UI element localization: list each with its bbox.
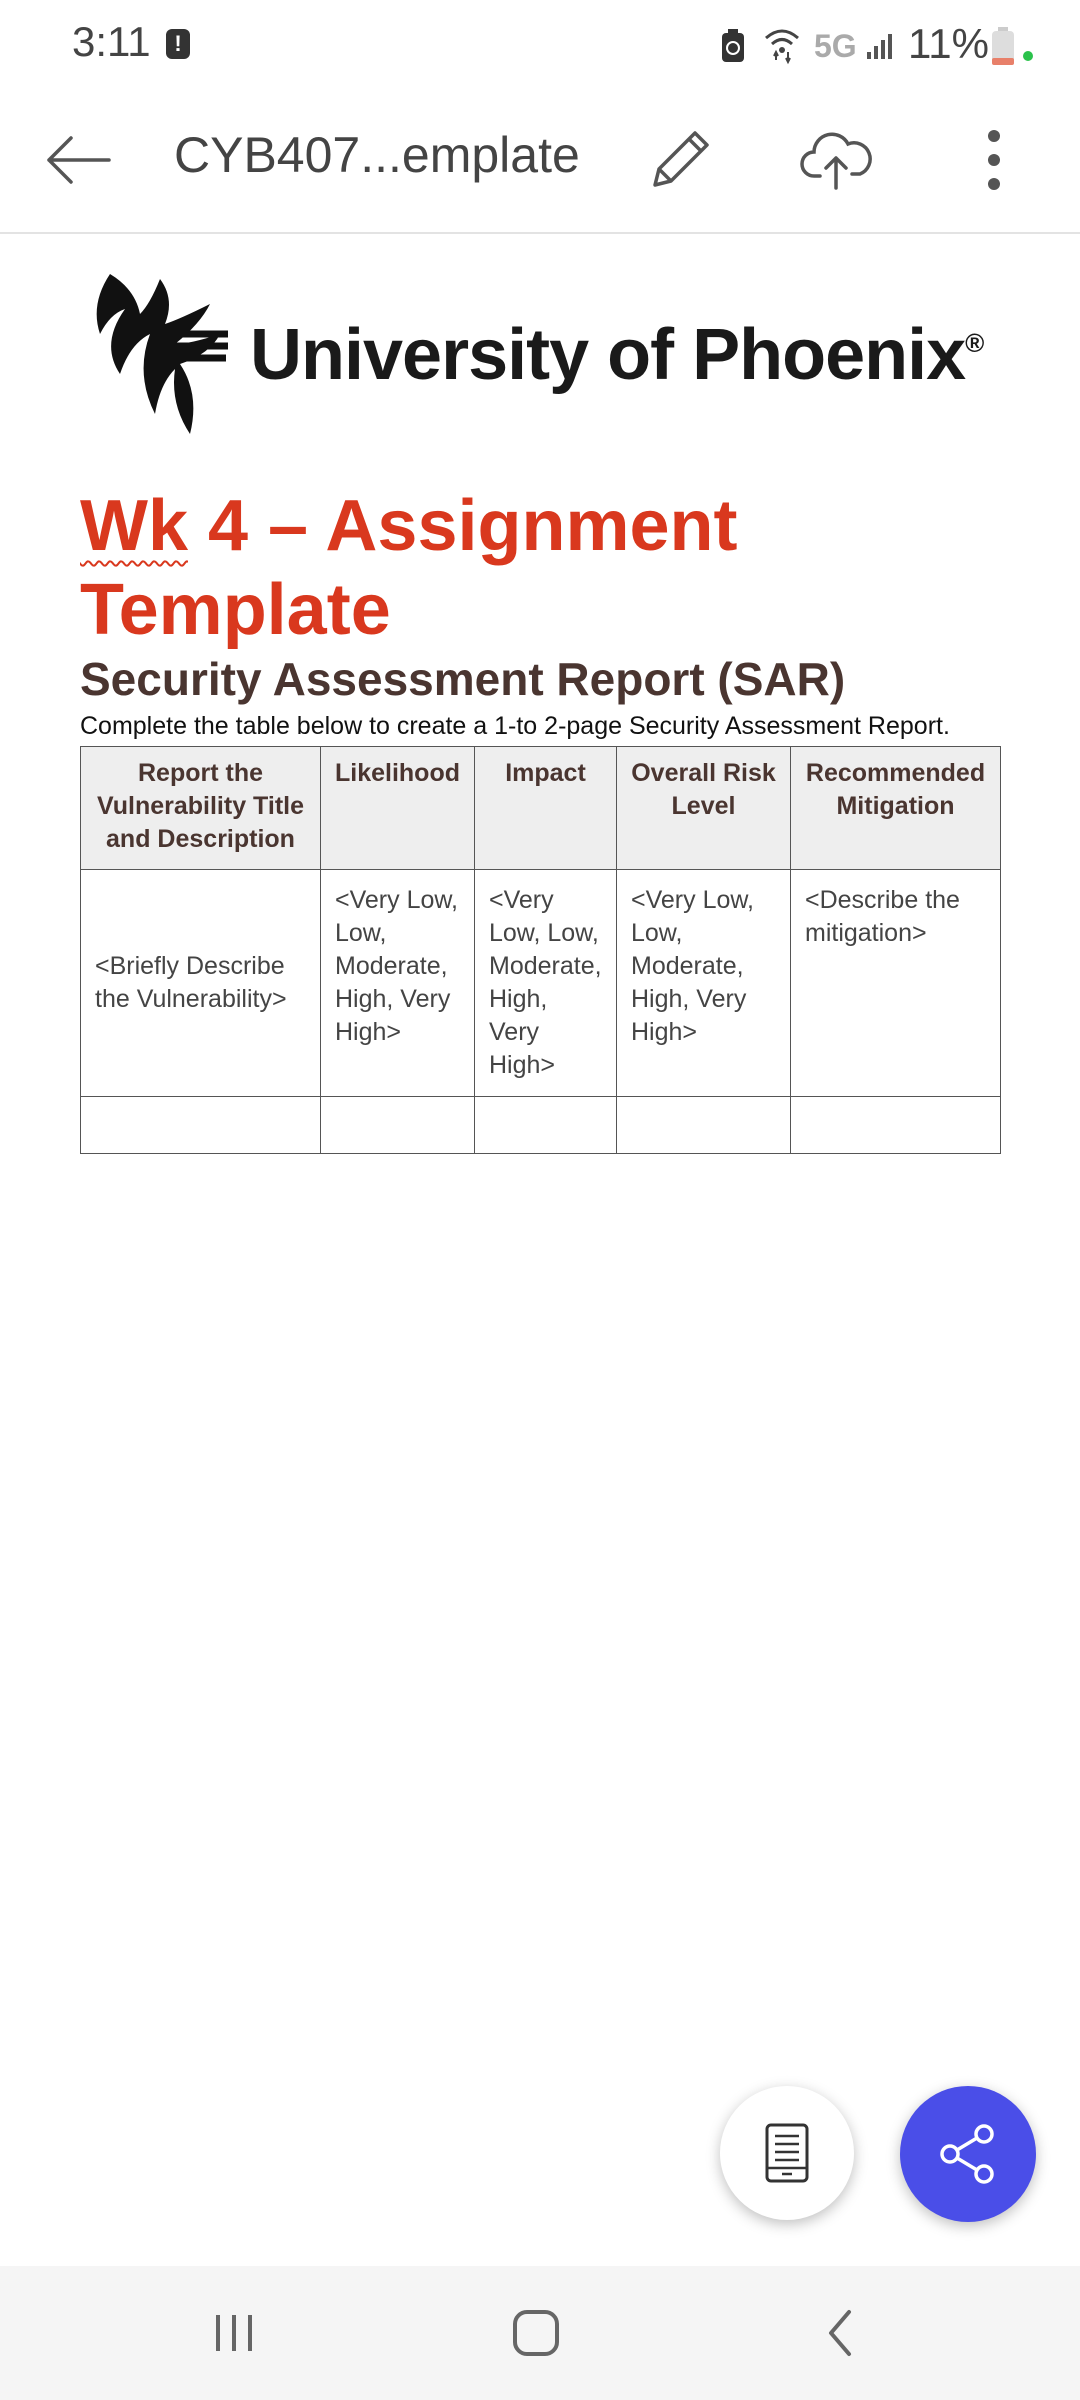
table-cell: <Briefly Describe the Vulnerability> <box>81 870 321 1097</box>
instructions-text: Complete the table below to create a 1-to 2-page Security Assessment Report. <box>80 712 950 740</box>
table-header: Recommended Mitigation <box>791 747 1001 870</box>
logo-wordmark: University of Phoenix® <box>250 315 984 395</box>
sar-table <box>80 746 1001 1154</box>
share-icon <box>936 2122 1000 2186</box>
table-cell: <Very Low, Low, Moderate, High, Very High> <box>475 870 617 1097</box>
status-bar <box>0 0 1080 90</box>
back-arrow-icon <box>43 135 113 185</box>
recents-icon <box>212 2311 256 2355</box>
university-logo <box>80 264 984 444</box>
document-title: CYB407...emplate <box>174 127 580 183</box>
table-header: Overall Risk Level <box>617 747 791 870</box>
table-header: Likelihood <box>321 747 475 870</box>
table-row <box>81 1097 1001 1154</box>
app-bar <box>0 90 1080 234</box>
more-options-button[interactable] <box>944 110 1044 210</box>
table-header-row <box>81 747 1001 870</box>
cloud-upload-icon <box>798 128 874 192</box>
mobile-view-button[interactable] <box>720 2086 854 2220</box>
system-nav-bar <box>0 2266 1080 2400</box>
assignment-heading: Wk 4 – Assignment Template <box>80 486 738 650</box>
table-header: Report the Vulnerability Title and Description <box>81 747 321 870</box>
alert-icon: ! <box>166 29 190 59</box>
report-subheading: Security Assessment Report (SAR) <box>80 653 846 705</box>
table-cell <box>791 1097 1001 1154</box>
battery-icon <box>990 26 1016 66</box>
table-cell <box>321 1097 475 1154</box>
edit-button[interactable] <box>630 110 730 210</box>
table-cell: <Very Low, Low, Moderate, High, Very High> <box>321 870 475 1097</box>
recents-button[interactable] <box>174 2288 294 2378</box>
table-cell: <Describe the mitigation> <box>791 870 1001 1097</box>
table-cell <box>81 1097 321 1154</box>
phoenix-logo-icon <box>80 264 230 444</box>
table-cell <box>617 1097 791 1154</box>
back-button[interactable] <box>28 110 128 210</box>
share-button[interactable] <box>900 2086 1036 2222</box>
status-time: 3:11 <box>72 18 151 65</box>
edit-pencil-icon <box>645 125 715 195</box>
table-cell <box>475 1097 617 1154</box>
network-type: 5G <box>814 28 857 64</box>
wifi-icon <box>762 24 802 66</box>
table-row <box>81 870 1001 1097</box>
document-page[interactable] <box>0 234 1080 2264</box>
signal-icon <box>866 30 898 60</box>
battery-percent: 11% <box>908 20 989 67</box>
home-icon <box>511 2308 561 2358</box>
back-nav-button[interactable] <box>780 2288 900 2378</box>
privacy-dot-icon <box>1022 50 1034 62</box>
table-cell: <Very Low, Low, Moderate, High, Very High> <box>617 870 791 1097</box>
more-vertical-icon <box>984 128 1004 192</box>
battery-saver-icon <box>720 28 746 64</box>
table-header: Impact <box>475 747 617 870</box>
mobile-view-icon <box>764 2122 810 2184</box>
upload-button[interactable] <box>786 110 886 210</box>
back-chevron-icon <box>825 2308 855 2358</box>
home-button[interactable] <box>476 2288 596 2378</box>
